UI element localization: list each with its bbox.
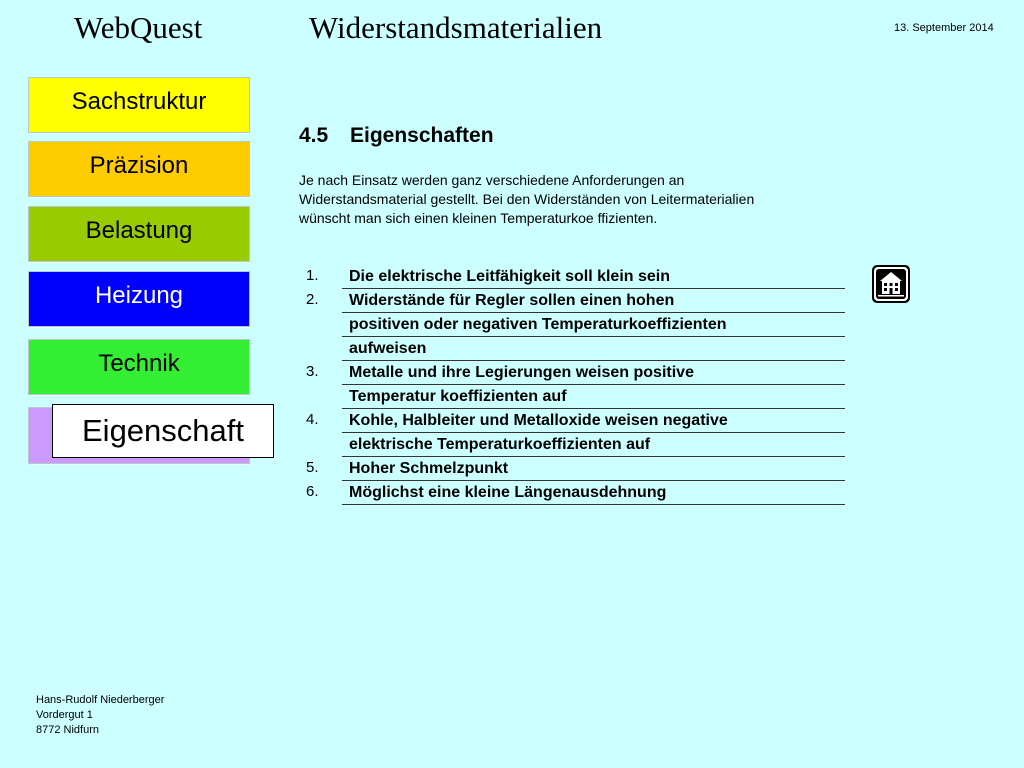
list-item-number: 5. bbox=[306, 459, 319, 476]
nav-button-eigenschaft[interactable]: Eigenschaft bbox=[52, 404, 274, 458]
section-heading bbox=[299, 124, 494, 148]
page-title: Widerstandsmaterialien bbox=[309, 10, 603, 45]
author-name: Hans-Rudolf Niederberger bbox=[36, 694, 165, 706]
list-item-number: 3. bbox=[306, 363, 319, 380]
nav-button-technik[interactable]: Technik bbox=[28, 339, 250, 395]
intro-line: Widerstandsmaterial gestellt. Bei den Widerständen von Leitermaterialien bbox=[299, 191, 755, 207]
list-item-number: 4. bbox=[306, 411, 319, 428]
nav-button-praezision[interactable]: Präzision bbox=[28, 141, 250, 197]
list-item-text: Temperatur koeffizienten auf bbox=[342, 385, 845, 409]
nav-button-belastung[interactable]: Belastung bbox=[28, 206, 250, 262]
intro-line: Je nach Einsatz werden ganz verschiedene Anforderungen an bbox=[299, 172, 685, 188]
section-title: Eigenschaften bbox=[350, 124, 494, 147]
nav-button-sachstruktur[interactable]: Sachstruktur bbox=[28, 77, 250, 133]
list-item-text: aufweisen bbox=[342, 337, 845, 361]
list-item-text: Die elektrische Leitfähigkeit soll klein sein bbox=[342, 265, 845, 289]
list-item-text: Metalle und ihre Legierungen weisen positive bbox=[342, 361, 845, 385]
intro-paragraph bbox=[299, 171, 869, 228]
intro-line: wünscht man sich einen kleinen Temperaturkoe ffizienten. bbox=[299, 210, 658, 226]
author-address bbox=[36, 693, 164, 738]
section-number: 4.5 bbox=[299, 124, 329, 147]
list-item-number: 2. bbox=[306, 291, 319, 308]
list-item-text: Kohle, Halbleiter und Metalloxide weisen negative bbox=[342, 409, 845, 433]
author-city: 8772 Nidfurn bbox=[36, 724, 99, 736]
home-icon-graphic bbox=[871, 264, 911, 304]
webquest-title: WebQuest bbox=[74, 10, 203, 45]
list-item-number: 6. bbox=[306, 483, 319, 500]
author-street: Vordergut 1 bbox=[36, 709, 93, 721]
list-item-text: Möglichst eine kleine Längenausdehnung bbox=[342, 481, 845, 505]
list-item-text: elektrische Temperaturkoeffizienten auf bbox=[342, 433, 845, 457]
list-item-text: Hoher Schmelzpunkt bbox=[342, 457, 845, 481]
nav-button-heizung[interactable]: Heizung bbox=[28, 271, 250, 327]
home-icon[interactable] bbox=[871, 264, 911, 304]
list-item-text: positiven oder negativen Temperaturkoeffizienten bbox=[342, 313, 845, 337]
date-label: 13. September 2014 bbox=[894, 22, 994, 34]
list-item-text: Widerstände für Regler sollen einen hohen bbox=[342, 289, 845, 313]
list-item-number: 1. bbox=[306, 267, 319, 284]
